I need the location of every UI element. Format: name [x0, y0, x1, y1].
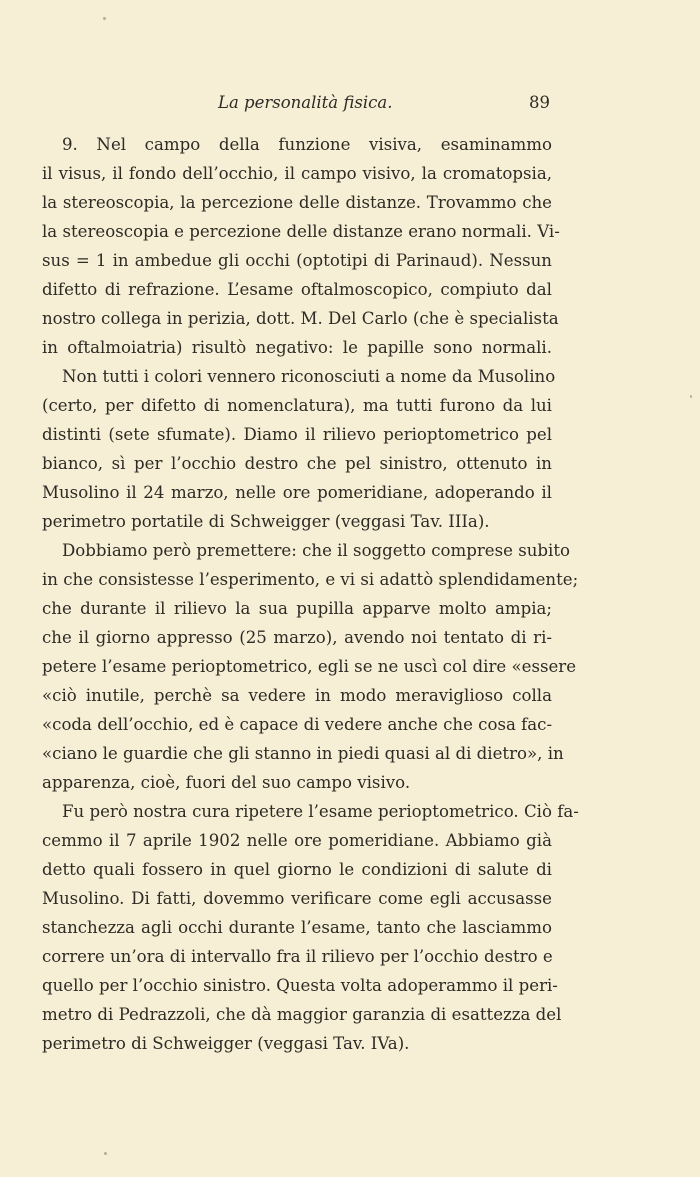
paper-speck — [103, 17, 106, 20]
text-line: metro di Pedrazzoli, che dà maggior garanzia di esattezza del — [42, 1005, 562, 1024]
text-line: in oftalmoiatria) risultò negativo: le papille sono normali. — [42, 338, 552, 357]
text-line: «coda dell’occhio, ed è capace di vedere anche che cosa fac- — [42, 715, 553, 734]
text-line: difetto di refrazione. L’esame oftalmoscopico, compiuto dal — [42, 280, 552, 299]
body-text — [42, 130, 579, 1058]
text-line: che durante il rilievo la sua pupilla apparve molto ampia; — [42, 599, 552, 618]
page-header — [42, 93, 550, 117]
running-title: La personalità fisica. — [218, 93, 393, 112]
text-line: cemmo il 7 aprile 1902 nelle ore pomeridiane. Abbiamo già — [42, 831, 552, 850]
paper-speck — [104, 1152, 107, 1155]
text-line: petere l’esame perioptometrico, egli se ne uscì col dire «essere — [42, 657, 577, 676]
text-line: (certo, per difetto di nomenclatura), ma tutti furono da lui — [42, 396, 552, 415]
text-line: Musolino il 24 marzo, nelle ore pomeridiane, adoperando il — [42, 483, 552, 502]
text-line: Dobbiamo però premettere: che il soggetto comprese subito — [62, 541, 571, 560]
text-line: sus = 1 in ambedue gli occhi (optotipi di Parinaud). Nessun — [42, 251, 552, 270]
text-line: correre un’ora di intervallo fra il rilievo per l’occhio destro e — [42, 947, 553, 966]
text-line: in che consistesse l’esperimento, e vi si adattò splendidamente; — [42, 570, 579, 589]
text-line: la stereoscopia e percezione delle distanze erano normali. Vi- — [42, 222, 560, 241]
text-line: detto quali fossero in quel giorno le condizioni di salute di — [42, 860, 552, 879]
text-line: stanchezza agli occhi durante l’esame, tanto che lasciammo — [42, 918, 552, 937]
text-line: quello per l’occhio sinistro. Questa volta adoperammo il peri- — [42, 976, 558, 995]
text-line: Non tutti i colori vennero riconosciuti a nome da Musolino — [62, 367, 556, 386]
text-line: la stereoscopia, la percezione delle distanze. Trovammo che — [42, 193, 552, 212]
text-line: nostro collega in perizia, dott. M. Del Carlo (che è specialista — [42, 309, 559, 328]
paper-speck — [690, 395, 692, 398]
text-line: «ciano le guardie che gli stanno in piedi quasi al di dietro», in — [42, 744, 564, 763]
text-line: Fu però nostra cura ripetere l’esame perioptometrico. Ciò fa- — [62, 802, 579, 821]
text-line: perimetro portatile di Schweigger (veggasi Tav. IIIa). — [42, 512, 490, 531]
page-number: 89 — [529, 93, 550, 112]
text-line: Musolino. Di fatti, dovemmo verificare come egli accusasse — [42, 889, 552, 908]
text-line: «ciò inutile, perchè sa vedere in modo meraviglioso colla — [42, 686, 552, 705]
text-line: bianco, sì per l’occhio destro che pel sinistro, ottenuto in — [42, 454, 552, 473]
text-line: che il giorno appresso (25 marzo), avendo noi tentato di ri- — [42, 628, 552, 647]
text-line: apparenza, cioè, fuori del suo campo visivo. — [42, 773, 411, 792]
text-line: 9. Nel campo della funzione visiva, esaminammo — [62, 135, 552, 154]
text-line: perimetro di Schweigger (veggasi Tav. IVa). — [42, 1034, 410, 1053]
text-line: distinti (sete sfumate). Diamo il rilievo perioptometrico pel — [42, 425, 552, 444]
text-line: il visus, il fondo dell’occhio, il campo visivo, la cromatopsia, — [42, 164, 552, 183]
